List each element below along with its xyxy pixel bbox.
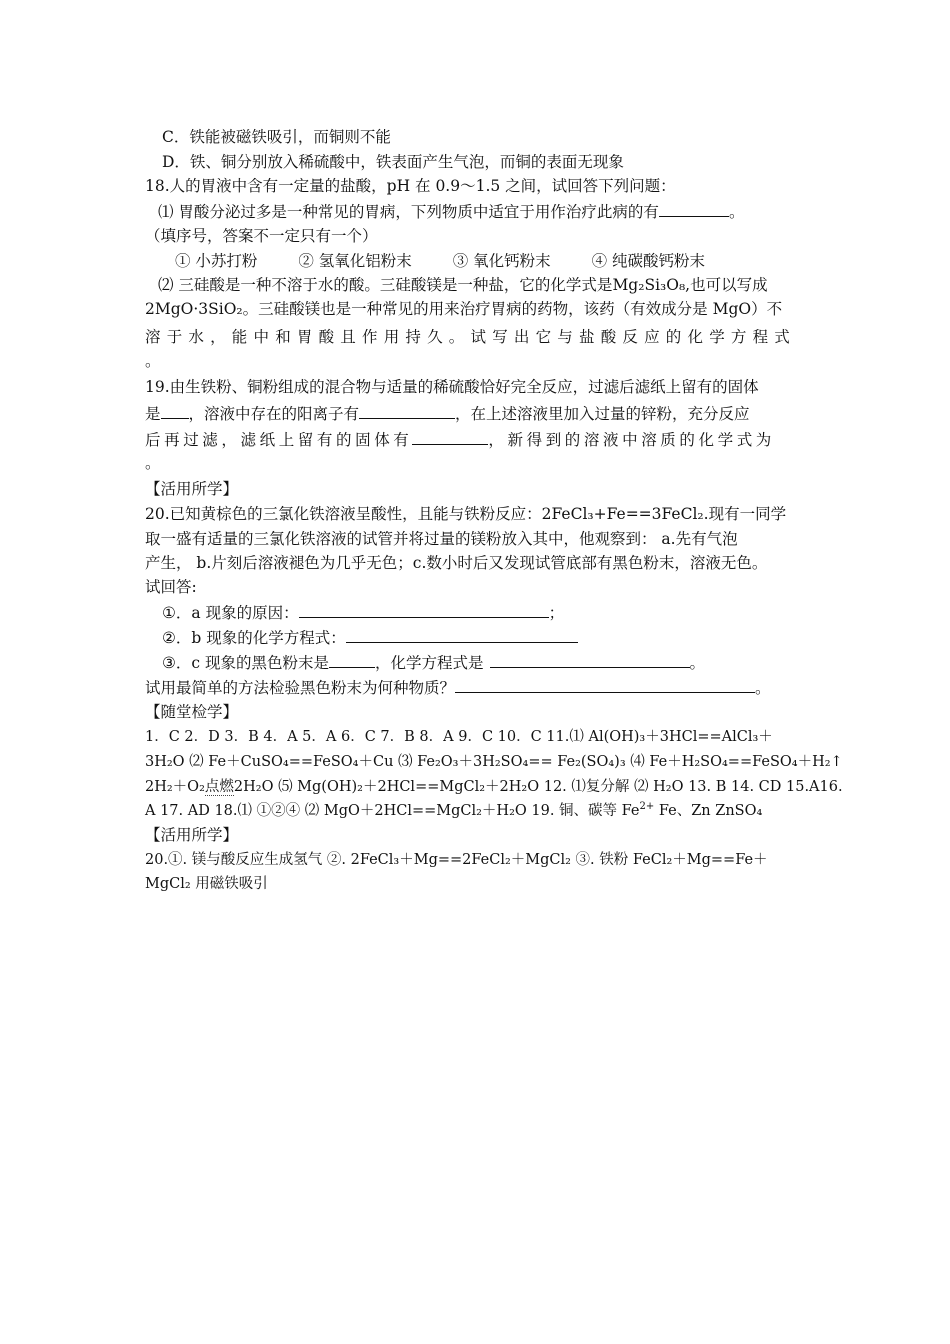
q20-part-d-text: 试用最简单的方法检验黑色粉末为何种物质？: [145, 679, 456, 697]
q18-part1: [158, 200, 744, 223]
q20-part-c-text: ③．c 现象的黑色粉末是: [162, 654, 330, 672]
q20-line4: 试回答:: [145, 578, 197, 596]
answers-line3-a: 2H₂＋O₂: [145, 779, 205, 795]
q20-part-c-end: 。: [689, 654, 706, 672]
answers20-line2: MgCl₂ 用磁铁吸引: [145, 876, 268, 892]
section-heading-check: 【随堂检学】: [145, 703, 239, 721]
q18-option-4: ④ 纯碳酸钙粉末: [591, 252, 706, 270]
q20-part-b-blank[interactable]: [346, 626, 578, 643]
q18-options: [175, 250, 741, 272]
q18-part2-formula: Mg₂Si₃O₈: [612, 276, 686, 294]
answers20-line1: 20.①. 镁与酸反应生成氢气 ②. 2FeCl₃＋Mg==2FeCl₂＋MgCl₂ ③. 铁粉 FeCl₂＋Mg==Fe＋: [145, 852, 768, 868]
q19-blank-filter-solid[interactable]: [412, 428, 488, 445]
answers-line3-b: 2H₂O ⑸ Mg(OH)₂＋2HCl==MgCl₂＋2H₂O 12. ⑴复分解 ⑵ H₂O 13. B 14. CD 15.A16.: [233, 779, 843, 795]
q18-option-2: ② 氢氧化铝粉末: [298, 252, 412, 270]
q18-part2-end: 。: [145, 352, 161, 370]
answers-line4-b: Fe、Zn ZnSO₄: [654, 803, 763, 819]
q20-part-b: [162, 626, 578, 649]
q19-blank-cations[interactable]: [359, 402, 455, 419]
q20-line1: 20.已知黄棕色的三氯化铁溶液呈酸性，且能与铁粉反应：2FeCl₃+Fe==3FeCl₂.现有一同学: [145, 505, 787, 523]
q19-line2: [145, 402, 750, 425]
q20-part-c-blank-equation[interactable]: [490, 651, 690, 668]
answers-line4: [145, 800, 762, 822]
q20-line2: 取一盛有适量的三氯化铁溶液的试管并将过量的镁粉放入其中，他观察到： a.先有气泡: [145, 530, 738, 548]
section-heading-apply-answers: 【活用所学】: [145, 826, 239, 844]
q20-part-d-end: 。: [755, 679, 771, 697]
q19-line3: [145, 428, 775, 451]
q18-option-1: ① 小苏打粉: [175, 252, 258, 270]
ignite-condition: 点燃: [204, 779, 234, 795]
q19-end: 。: [145, 454, 161, 472]
q20-part-a-blank[interactable]: [299, 601, 549, 618]
q20-part-b-text: ②．b 现象的化学方程式：: [162, 629, 346, 647]
q18-part2-text: ⑵ 三硅酸是一种不溶于水的酸。三硅酸镁是一种盐，它的化学式是: [158, 276, 613, 294]
q19-line3-a: 后再过滤，滤纸上留有的固体有: [145, 431, 413, 449]
q20-part-a: [162, 601, 564, 624]
q19-line2-b: ，溶液中存在的阳离子有: [188, 405, 360, 423]
q18-part1-answer-blank[interactable]: [659, 200, 729, 217]
q19-line3-b: ，新得到的溶液中溶质的化学式为: [488, 431, 775, 449]
q18-part2-line3: 溶于水，能中和胃酸且作用持久。试写出它与盐酸反应的化学方程式: [145, 328, 797, 346]
answers-line3: [145, 776, 843, 798]
q18-stem: 18.人的胃液中含有一定量的盐酸，pH 在 0.9～1.5 之间，试回答下列问题：: [145, 177, 676, 195]
answers-line4-superscript: 2+: [639, 801, 655, 812]
answers-line4-a: A 17. AD 18.⑴ ①②④ ⑵ MgO＋2HCl==MgCl₂＋H₂O 19. 铜、碳等 Fe: [145, 803, 640, 819]
q19-line1: 19.由生铁粉、铜粉组成的混合物与适量的稀硫酸恰好完全反应，过滤后滤纸上留有的固体: [145, 378, 759, 396]
section-heading-apply: 【活用所学】: [145, 480, 239, 498]
q18-part2-line1: [158, 274, 768, 296]
q20-part-c-mid: ，化学方程式是: [375, 654, 484, 672]
q18-part1-end: 。: [728, 203, 745, 221]
q20-part-d-blank[interactable]: [455, 676, 755, 693]
q17-option-c: C．铁能被磁铁吸引，而铜则不能: [162, 128, 391, 146]
q20-part-c-blank-powder[interactable]: [329, 651, 375, 668]
q20-part-a-end: ；: [548, 604, 565, 622]
q19-line2-a: 是: [145, 405, 161, 423]
answers-line2: 3H₂O ⑵ Fe＋CuSO₄==FeSO₄＋Cu ⑶ Fe₂O₃＋3H₂SO₄== Fe₂(SO₄)₃ ⑷ Fe＋H₂SO₄==FeSO₄＋H₂↑: [145, 754, 843, 770]
q18-part2-text-b: ,也可以写成: [685, 276, 768, 294]
q18-part1-note: （填序号，答案不一定只有一个）: [145, 227, 378, 245]
q18-part2-line2: 2MgO·3SiO₂。三硅酸镁也是一种常见的用来治疗胃病的药物，该药（有效成分是 MgO）不: [145, 300, 783, 318]
q20-part-c: [162, 651, 705, 674]
q18-part1-text: ⑴ 胃酸分泌过多是一种常见的胃病，下列物质中适宜于用作治疗此病的有: [158, 203, 659, 221]
q20-line3: 产生， b.片刻后溶液褪色为几乎无色；c.数小时后又发现试管底部有黑色粉末，溶液无色。: [145, 554, 768, 572]
q17-option-d: D．铁、铜分别放入稀硫酸中，铁表面产生气泡，而铜的表面无现象: [162, 153, 624, 171]
q19-blank-solid[interactable]: [161, 402, 189, 419]
q20-part-a-text: ①．a 现象的原因：: [162, 604, 299, 622]
q20-part-d: [145, 676, 771, 699]
q18-option-3: ③ 氧化钙粉末: [452, 252, 551, 270]
answers-line1: 1．C 2．D 3．B 4．A 5．A 6．C 7．B 8．A 9．C 10．C 11.⑴ Al(OH)₃＋3HCl==AlCl₃＋: [145, 729, 773, 745]
q19-line2-c: ，在上述溶液里加入过量的锌粉，充分反应: [455, 405, 750, 423]
